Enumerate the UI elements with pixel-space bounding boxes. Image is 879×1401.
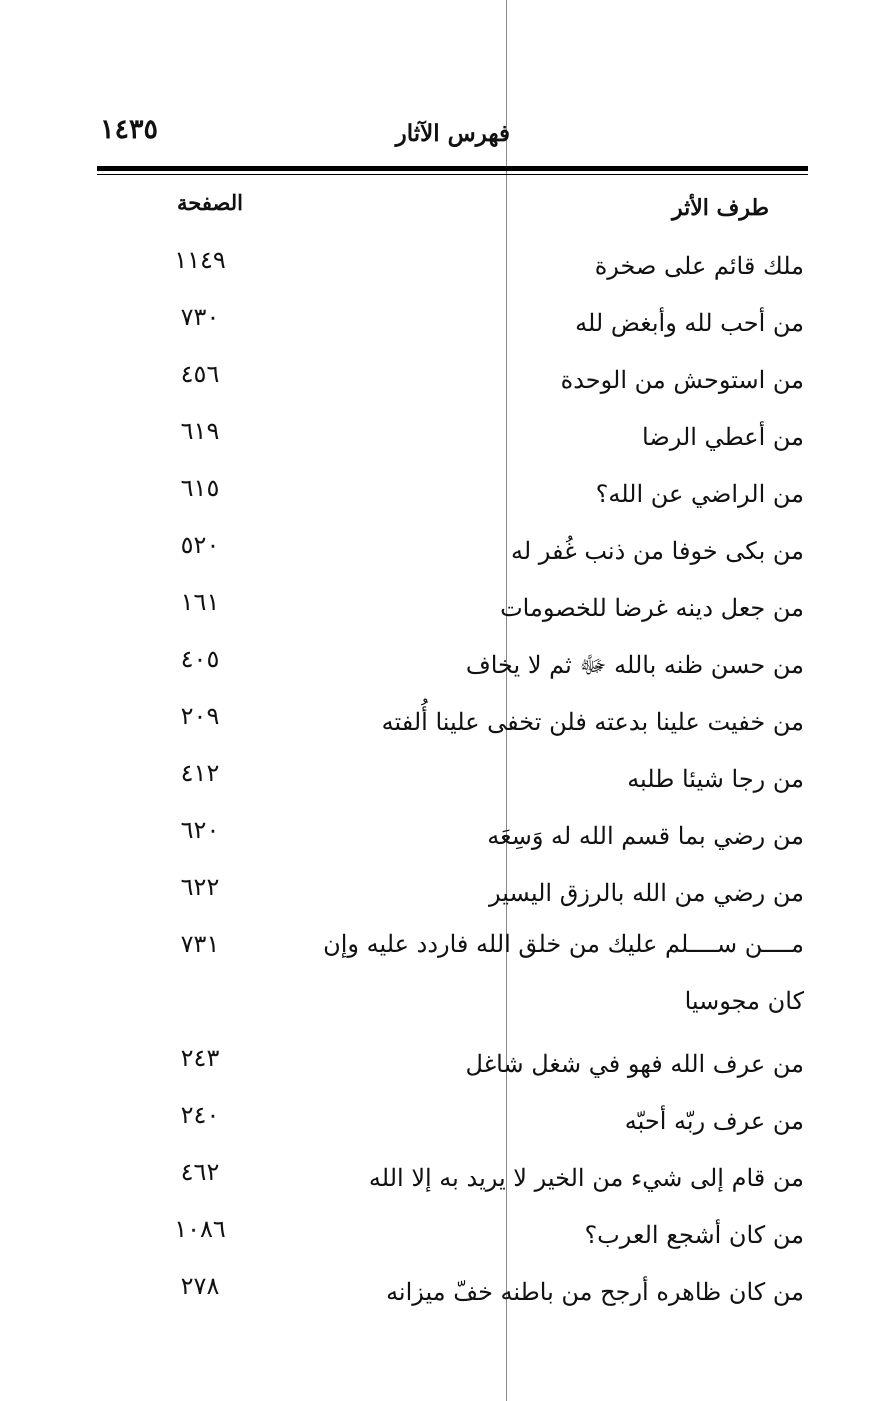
index-row <box>0 859 879 916</box>
index-page-number: ١١٤٩ <box>174 246 226 274</box>
index-page-number: ٢٧٨ <box>180 1272 220 1300</box>
index-row <box>0 745 879 802</box>
index-row <box>0 1201 879 1258</box>
running-title: فهرس الآثار <box>395 120 510 147</box>
index-page-number: ٦٢٢ <box>180 873 220 901</box>
index-page-number: ١٠٨٦ <box>174 1215 226 1243</box>
index-entry: مــــن ســــلم عليك من خلق الله فاردد عليه وإن كان مجوسيا <box>323 930 804 1015</box>
index-page-number: ٤١٢ <box>180 759 220 787</box>
index-row <box>0 346 879 403</box>
index-page-number: ٧٣١ <box>180 930 220 958</box>
index-entry: من بكى خوفا من ذنب غُفر له <box>510 537 804 565</box>
index-row <box>0 403 879 460</box>
index-page-number: ٢٤٣ <box>180 1044 220 1072</box>
index-entry: من قام إلى شيء من الخير لا يريد به إلا الله <box>368 1164 804 1192</box>
index-page-number: ٥٢٠ <box>180 531 220 559</box>
index-page-number: ٢٤٠ <box>180 1101 220 1129</box>
index-entry: من رجا شيئا طلبه <box>627 765 804 793</box>
index-entry: من أعطي الرضا <box>642 423 804 451</box>
index-row <box>0 1030 879 1087</box>
index-page-number: ٦٢٠ <box>180 816 220 844</box>
index-entry: من استوحش من الوحدة <box>560 366 804 394</box>
index-entry: ملك قائم على صخرة <box>594 252 804 280</box>
index-page-number: ٧٣٠ <box>180 303 220 331</box>
index-row <box>0 574 879 631</box>
index-entry: من رضي بما قسم الله له وَسِعَه <box>487 822 804 850</box>
index-page-number: ٤٠٥ <box>180 645 220 673</box>
column-header-entry: طرف الأثر <box>671 195 769 221</box>
index-entry: من رضي من الله بالرزق اليسير <box>488 879 804 907</box>
index-row <box>0 1258 879 1315</box>
index-entry: من عرف ربّه أحبّه <box>624 1107 804 1135</box>
index-entry: من جعل دينه غرضا للخصومات <box>500 594 804 622</box>
header-rule <box>97 166 808 171</box>
index-row <box>0 802 879 859</box>
index-row <box>0 460 879 517</box>
header-rule-thin <box>97 174 808 175</box>
index-entry: من حسن ظنه بالله ﷻ ثم لا يخاف <box>465 651 804 679</box>
index-page-number: ١٦١ <box>180 588 220 616</box>
index-row <box>0 289 879 346</box>
index-page-number: ٦١٩ <box>180 417 220 445</box>
index-entry: من الراضي عن الله؟ <box>595 480 804 508</box>
index-row <box>0 517 879 574</box>
index-page-number: ٢٠٩ <box>180 702 220 730</box>
index-entry: من خفيت علينا بدعته فلن تخفى علينا أُلفته <box>381 708 804 736</box>
index-page-number: ٤٦٢ <box>180 1158 220 1186</box>
index-entry: من كان أشجع العرب؟ <box>584 1221 804 1249</box>
index-row <box>0 688 879 745</box>
index-list <box>0 232 879 1315</box>
index-entry: من عرف الله فهو في شغل شاغل <box>465 1050 804 1078</box>
index-row <box>0 916 879 1030</box>
index-row <box>0 1087 879 1144</box>
index-row <box>0 1144 879 1201</box>
index-row <box>0 631 879 688</box>
index-entry: من أحب لله وأبغض لله <box>575 309 804 337</box>
index-entry: من كان ظاهره أرجح من باطنه خفّ ميزانه <box>386 1278 804 1306</box>
index-row <box>0 232 879 289</box>
index-page-number: ٤٥٦ <box>180 360 220 388</box>
page-number: ١٤٣٥ <box>100 114 159 145</box>
column-header-page: الصفحة <box>177 190 243 215</box>
index-page-number: ٦١٥ <box>180 474 220 502</box>
